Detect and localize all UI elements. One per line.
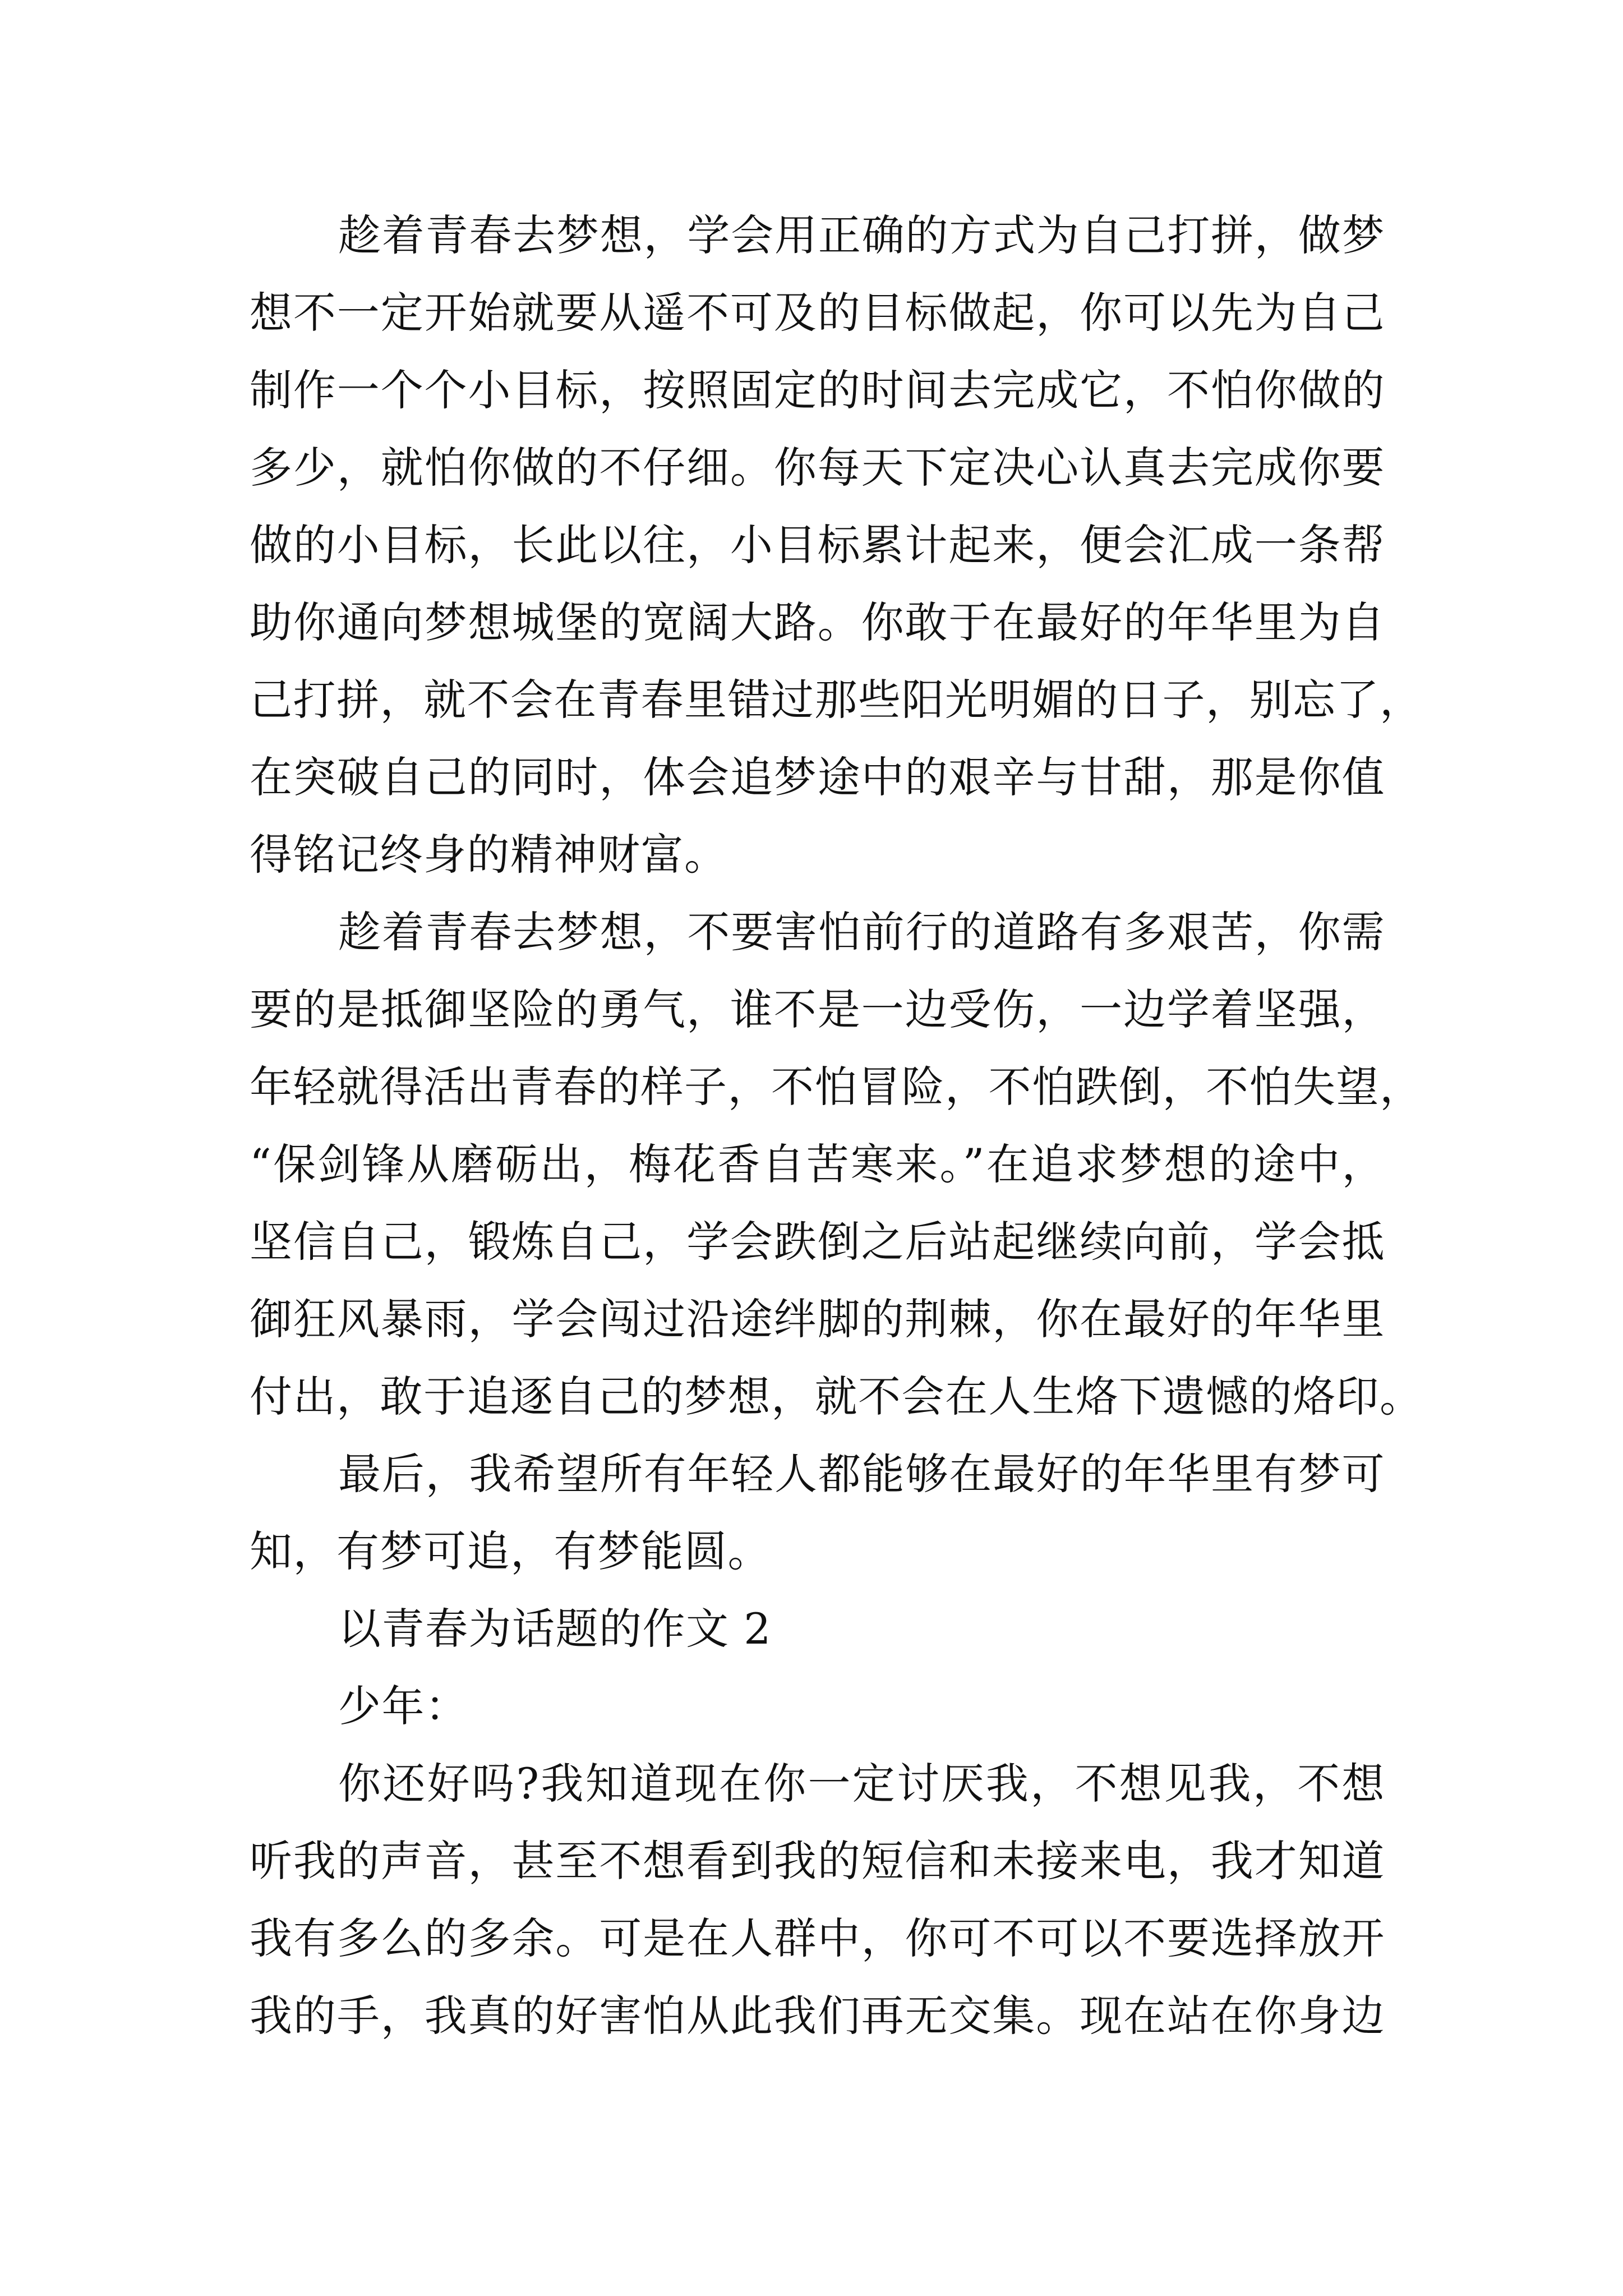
text-line: 助你通向梦想城堡的宽阔大路。你敢于在最好的年华里为自 xyxy=(250,597,1385,647)
text-line: 制作一个个小目标，按照固定的时间去完成它，不怕你做的 xyxy=(250,365,1385,415)
text-line: 最后，我希望所有年轻人都能够在最好的年华里有梦可 xyxy=(338,1449,1385,1499)
text-line: 得铭记终身的精神财富。 xyxy=(250,830,728,880)
text-line: 趁着青春去梦想，不要害怕前行的道路有多艰苦，你需 xyxy=(338,907,1385,957)
text-line: 做的小目标，长此以往，小目标累计起来，便会汇成一条帮 xyxy=(250,520,1385,570)
text-line: 多少，就怕你做的不仔细。你每天下定决心认真去完成你要 xyxy=(250,443,1385,493)
letter-salutation: 少年： xyxy=(338,1681,469,1731)
text-line: 年轻就得活出青春的样子，不怕冒险，不怕跌倒，不怕失望， xyxy=(250,1062,1423,1112)
text-line: 听我的声音，甚至不想看到我的短信和未接来电，我才知道 xyxy=(250,1836,1385,1886)
text-line: 想不一定开始就要从遥不可及的目标做起，你可以先为自己 xyxy=(250,288,1385,338)
text-line: “保剑锋从磨砺出，梅花香自苦寒来。”在追求梦想的途中， xyxy=(250,1139,1385,1189)
text-line: 在突破自己的同时，体会追梦途中的艰辛与甘甜，那是你值 xyxy=(250,752,1385,802)
text-line: 我的手，我真的好害怕从此我们再无交集。现在站在你身边 xyxy=(250,1991,1385,2041)
section-heading: 以青春为话题的作文 2 xyxy=(338,1604,772,1654)
text-line: 趁着青春去梦想，学会用正确的方式为自己打拼，做梦 xyxy=(338,210,1385,260)
text-line: 己打拼，就不会在青春里错过那些阳光明媚的日子，别忘了， xyxy=(250,675,1423,725)
text-line: 知，有梦可追，有梦能圆。 xyxy=(250,1526,771,1576)
text-line: 御狂风暴雨，学会闯过沿途绊脚的荆棘，你在最好的年华里 xyxy=(250,1294,1385,1344)
text-line: 坚信自己，锻炼自己，学会跌倒之后站起继续向前，学会抵 xyxy=(250,1217,1385,1267)
text-line: 要的是抵御坚险的勇气，谁不是一边受伤，一边学着坚强， xyxy=(250,984,1385,1034)
text-line: 付出，敢于追逐自己的梦想，就不会在人生烙下遗憾的烙印。 xyxy=(250,1372,1423,1421)
text-line: 你还好吗?我知道现在你一定讨厌我，不想见我，不想 xyxy=(338,1759,1385,1809)
text-line: 我有多么的多余。可是在人群中，你可不可以不要选择放开 xyxy=(250,1913,1385,1963)
